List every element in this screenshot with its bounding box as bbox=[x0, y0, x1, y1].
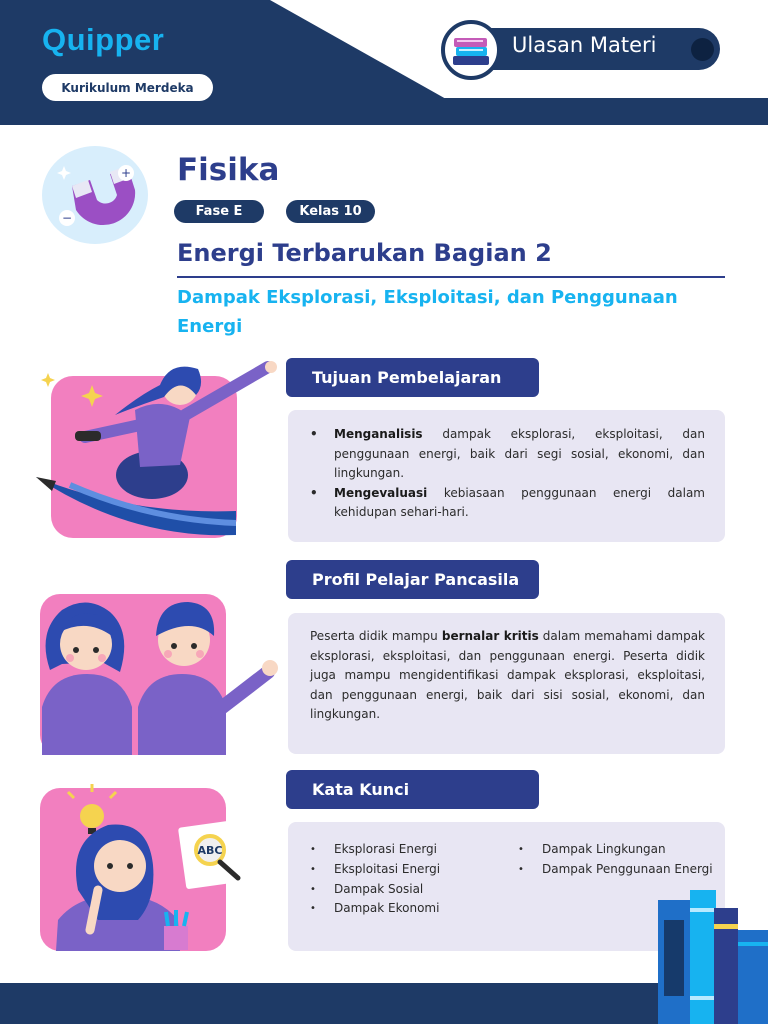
keyword-item: • Eksploitasi Energi bbox=[310, 860, 440, 880]
goals-list bbox=[288, 410, 725, 523]
keywords-heading: Kata Kunci bbox=[286, 770, 539, 809]
review-label: Ulasan Materi bbox=[512, 33, 657, 57]
svg-text:−: − bbox=[61, 211, 73, 225]
svg-text:+: + bbox=[120, 166, 132, 180]
quipper-logo: Quipper bbox=[42, 22, 165, 57]
curriculum-badge: Kurikulum Merdeka bbox=[42, 74, 213, 101]
goal-text: kebiasaan penggunaan energi dalam kehidupan sehari-hari. bbox=[334, 485, 705, 519]
magnet-icon bbox=[42, 146, 148, 244]
review-badge-dot bbox=[691, 38, 714, 61]
keyword-item: • Dampak Ekonomi bbox=[310, 899, 440, 919]
keyword-item: • Dampak Sosial bbox=[310, 880, 440, 900]
pencil-rider-illustration bbox=[30, 355, 285, 540]
keywords-list-col2 bbox=[518, 840, 713, 880]
profile-text bbox=[288, 613, 725, 725]
profile-keyword: bernalar kritis bbox=[441, 629, 539, 643]
goal-item bbox=[310, 425, 705, 484]
title-divider bbox=[177, 276, 725, 278]
profile-text-part: dalam memahami dampak eksplorasi, eksploitasi, dan penggunaan energi. Peserta didik juga mampu mengidentifikasi dampak eksplorasi, eksploitasi, dan penggunaan energi, baik dari sisi sosial, ekonomi, dan lingkungan. bbox=[310, 629, 705, 721]
thinking-girl-illustration bbox=[38, 770, 248, 955]
subject-title: Fisika bbox=[177, 152, 280, 188]
students-illustration bbox=[32, 592, 282, 757]
profile-heading: Profil Pelajar Pancasila bbox=[286, 560, 539, 599]
topic-title: Energi Terbarukan Bagian 2 bbox=[177, 239, 552, 267]
topic-subtitle: Dampak Eksplorasi, Eksploitasi, dan Penggunaan Energi bbox=[177, 287, 678, 337]
books-decoration bbox=[656, 890, 768, 1024]
footer-bar bbox=[0, 983, 768, 1024]
goals-box bbox=[288, 410, 725, 542]
goal-verb: Mengevaluasi bbox=[334, 485, 428, 500]
profile-box bbox=[288, 613, 725, 754]
keyword-item: • Dampak Penggunaan Energi bbox=[518, 860, 713, 880]
profile-text-part: Peserta didik mampu bbox=[310, 629, 442, 643]
goals-heading: Tujuan Pembelajaran bbox=[286, 358, 539, 397]
keyword-item: • Eksplorasi Energi bbox=[310, 840, 440, 860]
abc-label: ABC bbox=[197, 844, 223, 857]
books-stack-icon bbox=[441, 20, 501, 80]
keyword-item: • Dampak Lingkungan bbox=[518, 840, 713, 860]
grade-badge: Kelas 10 bbox=[286, 200, 375, 223]
phase-badge: Fase E bbox=[174, 200, 264, 223]
goal-verb: Menganalisis bbox=[334, 427, 423, 441]
goal-text: dampak eksplorasi, eksploitasi, dan penggunaan energi, baik dari segi sosial, ekonomi, dan lingkungan. bbox=[334, 427, 705, 480]
goal-item bbox=[310, 484, 705, 523]
keywords-list-col1 bbox=[310, 840, 440, 919]
